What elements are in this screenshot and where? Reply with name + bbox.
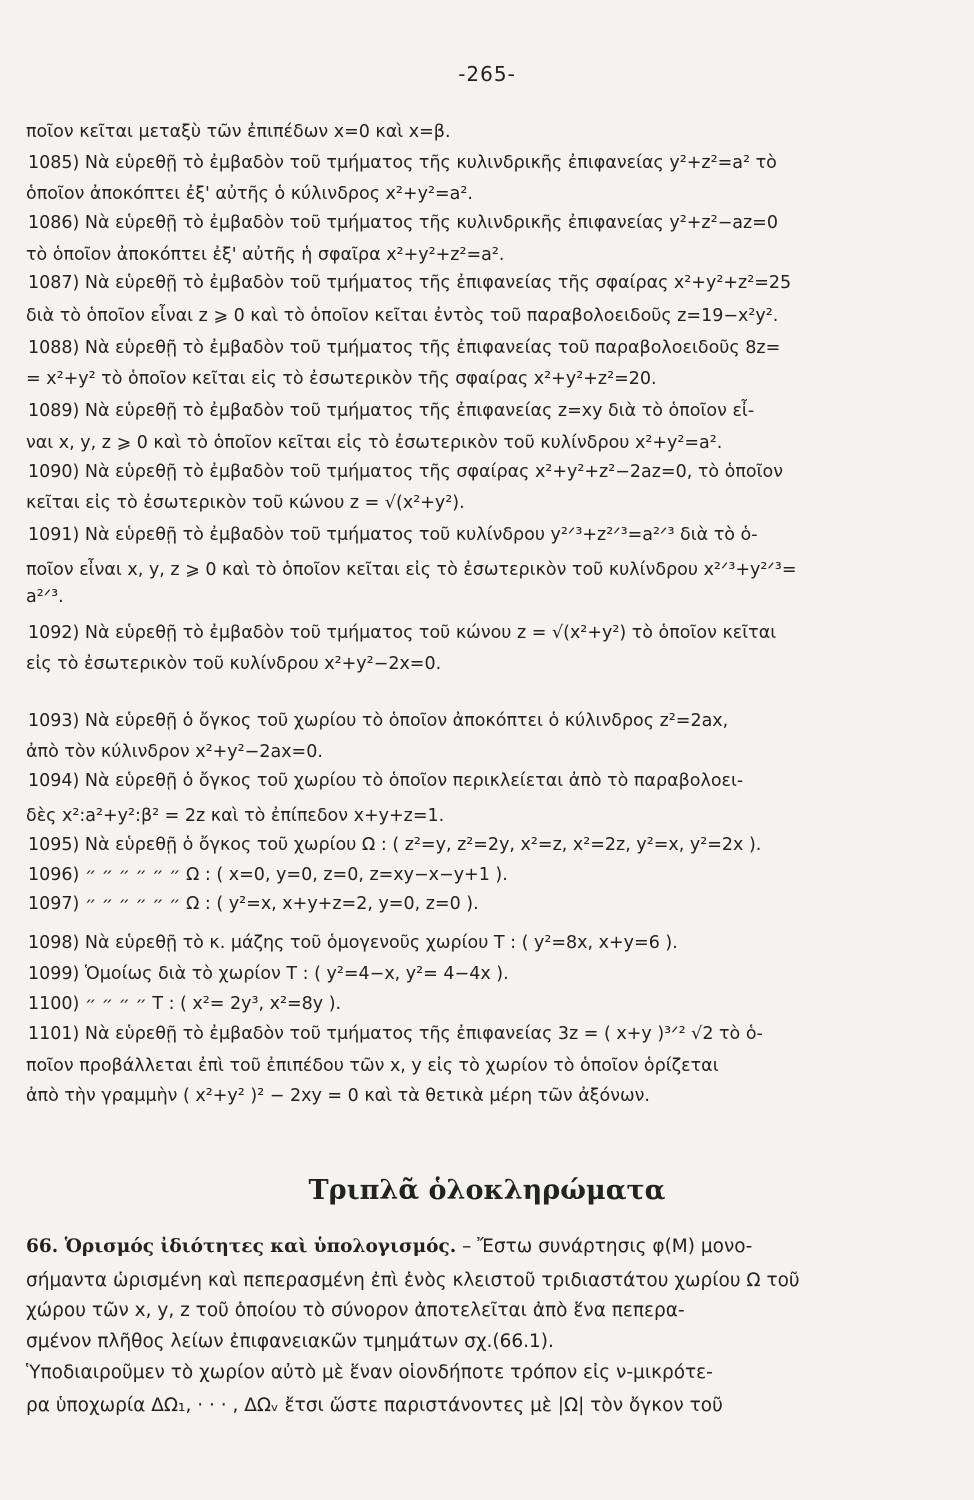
text-line: ὁποῖον ἀποκόπτει ἐξ' αὐτῆς ὁ κύλινδρος x²+y²=a². [26, 184, 473, 204]
text-line: 1093) Νὰ εὑρεθῇ ὁ ὄγκος τοῦ χωρίου τὸ ὁποῖον ἀποκόπτει ὁ κύλινδρος z²=2ax, [28, 711, 729, 731]
text-line: ρα ὑποχωρία ΔΩ₁, · · · , ΔΩᵥ ἔτσι ὥστε παριστάνοντες μὲ |Ω| τὸν ὄγκον τοῦ [26, 1395, 723, 1416]
text-line: δὲς x²:a²+y²:β² = 2z καὶ τὸ ἐπίπεδον x+y+z=1. [26, 806, 445, 826]
text-line: 1100) ״ ״ ״ ״ T : ( x²= 2y³, x²=8y ). [28, 994, 342, 1014]
text-line: ἀπὸ τὴν γραμμὴν ( x²+y² )² − 2xy = 0 καὶ τὰ θετικὰ μέρη τῶν ἀξόνων. [26, 1086, 650, 1106]
text-line: a²ᐟ³. [26, 587, 64, 607]
text-line: ναι x, y, z ⩾ 0 καὶ τὸ ὁποῖον κεῖται εἰς τὸ ἐσωτερικὸν τοῦ κυλίνδρου x²+y²=a². [26, 433, 723, 453]
text-line: 1096) ״ ״ ״ ״ ״ ״ Ω : ( x=0, y=0, z=0, z=xy−x−y+1 ). [28, 865, 508, 885]
text-line: ποῖον προβάλλεται ἐπὶ τοῦ ἐπιπέδου τῶν x, y εἰς τὸ χωρίον τὸ ὁποῖον ὁρίζεται [26, 1056, 719, 1076]
section-title: Τριπλᾶ ὁλοκληρώματα [308, 1175, 666, 1206]
text-line: ἀπὸ τὸν κύλινδρον x²+y²−2ax=0. [26, 742, 323, 762]
section-heading: 66. Ὁρισμός ἰδιότητες καὶ ὑπολογισμός. [26, 1236, 457, 1257]
text-line: σήμαντα ὡρισμένη καὶ πεπερασμένη ἐπὶ ἑνὸς κλειστοῦ τριδιαστάτου χωρίου Ω τοῦ [26, 1270, 800, 1291]
text-line: 1097) ״ ״ ״ ״ ״ ״ Ω : ( y²=x, x+y+z=2, y=0, z=0 ). [28, 894, 479, 914]
section-first-line [26, 1236, 752, 1258]
text-line: 1090) Νὰ εὑρεθῇ τὸ ἐμβαδὸν τοῦ τμήματος τῆς σφαίρας x²+y²+z²−2az=0, τὸ ὁποῖον [28, 462, 784, 482]
text-line: εἰς τὸ ἐσωτερικὸν τοῦ κυλίνδρου x²+y²−2x=0. [26, 654, 442, 674]
text-line: 1095) Νὰ εὑρεθῇ ὁ ὄγκος τοῦ χωρίου Ω : ( z²=y, z²=2y, x²=z, x²=2z, y²=x, y²=2x ). [28, 835, 762, 855]
text-line: χώρου τῶν x, y, z τοῦ ὁποίου τὸ σύνορον ἀποτελεῖται ἀπὸ ἕνα πεπερα- [26, 1300, 685, 1321]
text-line: 1094) Νὰ εὑρεθῇ ὁ ὄγκος τοῦ χωρίου τὸ ὁποῖον περικλείεται ἀπὸ τὸ παραβολοει- [28, 771, 744, 791]
text-line: ποῖον εἶναι x, y, z ⩾ 0 καὶ τὸ ὁποῖον κεῖται εἰς τὸ ἐσωτερικὸν τοῦ κυλίνδρου x²ᐟ³+y²ᐟ³= [26, 560, 797, 580]
text-line: τὸ ὁποῖον ἀποκόπτει ἐξ' αὐτῆς ἡ σφαῖρα x²+y²+z²=a². [26, 245, 505, 265]
text-line: 1092) Νὰ εὑρεθῇ τὸ ἐμβαδὸν τοῦ τμήματος τοῦ κώνου z = √(x²+y²) τὸ ὁποῖον κεῖται [28, 623, 777, 643]
text-line: 1099) Ὁμοίως διὰ τὸ χωρίον T : ( y²=4−x, y²= 4−4x ). [28, 964, 509, 984]
text-line: 1098) Νὰ εὑρεθῇ τὸ κ. μάζης τοῦ ὁμογενοῦς χωρίου T : ( y²=8x, x+y=6 ). [28, 933, 678, 953]
page-number: -265- [458, 62, 516, 86]
text-line: 1086) Νὰ εὑρεθῇ τὸ ἐμβαδὸν τοῦ τμήματος τῆς κυλινδρικῆς ἐπιφανείας y²+z²−az=0 [28, 213, 778, 233]
text-line: Ὑποδιαιροῦμεν τὸ χωρίον αὐτὸ μὲ ἕναν οἱονδήποτε τρόπον εἰς ν-μικρότε- [26, 1362, 713, 1383]
text-line: διὰ τὸ ὁποῖον εἶναι z ⩾ 0 καὶ τὸ ὁποῖον κεῖται ἐντὸς τοῦ παραβολοειδοῦς z=19−x²y². [26, 306, 779, 326]
text-line: 1101) Νὰ εὑρεθῇ τὸ ἐμβαδὸν τοῦ τμήματος τῆς ἐπιφανείας 3z = ( x+y )³ᐟ² √2 τὸ ὁ- [28, 1024, 763, 1044]
text-line: 1087) Νὰ εὑρεθῇ τὸ ἐμβαδὸν τοῦ τμήματος τῆς ἐπιφανείας τῆς σφαίρας x²+y²+z²=25 [28, 273, 792, 293]
text-line: ποῖον κεῖται μεταξὺ τῶν ἐπιπέδων x=0 καὶ x=β. [26, 122, 451, 142]
text-line: 1091) Νὰ εὑρεθῇ τὸ ἐμβαδὸν τοῦ τμήματος τοῦ κυλίνδρου y²ᐟ³+z²ᐟ³=a²ᐟ³ διὰ τὸ ὁ- [28, 525, 758, 545]
text-line: 1085) Νὰ εὑρεθῇ τὸ ἐμβαδὸν τοῦ τμήματος τῆς κυλινδρικῆς ἐπιφανείας y²+z²=a² τὸ [28, 153, 777, 173]
section-first-line-rest: – Ἔστω συνάρτησις φ(M) μονο- [462, 1236, 753, 1257]
text-line: σμένον πλῆθος λείων ἐπιφανειακῶν τμημάτων σχ.(66.1). [26, 1331, 554, 1352]
text-line: 1088) Νὰ εὑρεθῇ τὸ ἐμβαδὸν τοῦ τμήματος τῆς ἐπιφανείας τοῦ παραβολοειδοῦς 8z= [28, 338, 781, 358]
text-line: κεῖται εἰς τὸ ἐσωτερικὸν τοῦ κώνου z = √(x²+y²). [26, 493, 465, 513]
text-line: = x²+y² τὸ ὁποῖον κεῖται εἰς τὸ ἐσωτερικὸν τῆς σφαίρας x²+y²+z²=20. [26, 369, 657, 389]
text-line: 1089) Νὰ εὑρεθῇ τὸ ἐμβαδὸν τοῦ τμήματος τῆς ἐπιφανείας z=xy διὰ τὸ ὁποῖον εἶ- [28, 401, 755, 421]
